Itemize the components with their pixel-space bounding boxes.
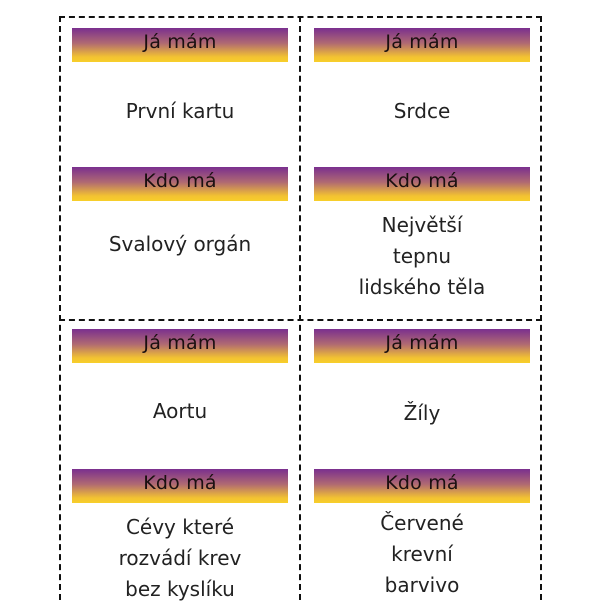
have-value-line: Žíly bbox=[403, 401, 441, 425]
who-header bbox=[72, 167, 288, 201]
cut-line-middle bbox=[299, 16, 301, 600]
who-value-line: lidského těla bbox=[358, 275, 486, 299]
have-label: Já mám bbox=[385, 31, 459, 53]
who-value bbox=[314, 210, 530, 303]
who-label: Kdo má bbox=[385, 472, 459, 494]
who-header bbox=[314, 167, 530, 201]
who-value-line: Největší bbox=[381, 213, 463, 237]
who-label: Kdo má bbox=[143, 472, 217, 494]
who-header bbox=[314, 469, 530, 503]
who-value-line: barvivo bbox=[384, 573, 460, 597]
have-label: Já mám bbox=[385, 332, 459, 354]
who-label: Kdo má bbox=[385, 170, 459, 192]
have-header bbox=[72, 329, 288, 363]
who-value-line: bez kyslíku bbox=[125, 577, 235, 601]
have-value-line: Srdce bbox=[393, 99, 451, 123]
who-value-line: krevní bbox=[391, 542, 453, 566]
have-label: Já mám bbox=[143, 31, 217, 53]
who-value-line: Svalový orgán bbox=[108, 232, 252, 256]
have-value bbox=[314, 398, 530, 429]
who-value bbox=[72, 229, 288, 260]
have-header bbox=[314, 329, 530, 363]
who-value-line: tepnu bbox=[392, 244, 452, 268]
have-value bbox=[314, 96, 530, 127]
have-header bbox=[72, 28, 288, 62]
who-value-line: rozvádí krev bbox=[118, 546, 242, 570]
have-value bbox=[72, 396, 288, 427]
who-header bbox=[72, 469, 288, 503]
cut-line-right bbox=[540, 16, 542, 600]
have-value-line: První kartu bbox=[125, 99, 235, 123]
who-value bbox=[72, 512, 288, 605]
cut-line-row-divider bbox=[59, 319, 542, 321]
cut-line-left bbox=[59, 16, 61, 600]
who-value bbox=[314, 508, 530, 601]
have-value-line: Aortu bbox=[152, 399, 208, 423]
have-value bbox=[72, 96, 288, 127]
who-label: Kdo má bbox=[143, 170, 217, 192]
cut-line-top bbox=[59, 16, 542, 18]
have-label: Já mám bbox=[143, 332, 217, 354]
who-value-line: Červené bbox=[380, 511, 464, 535]
have-header bbox=[314, 28, 530, 62]
who-value-line: Cévy které bbox=[125, 515, 235, 539]
